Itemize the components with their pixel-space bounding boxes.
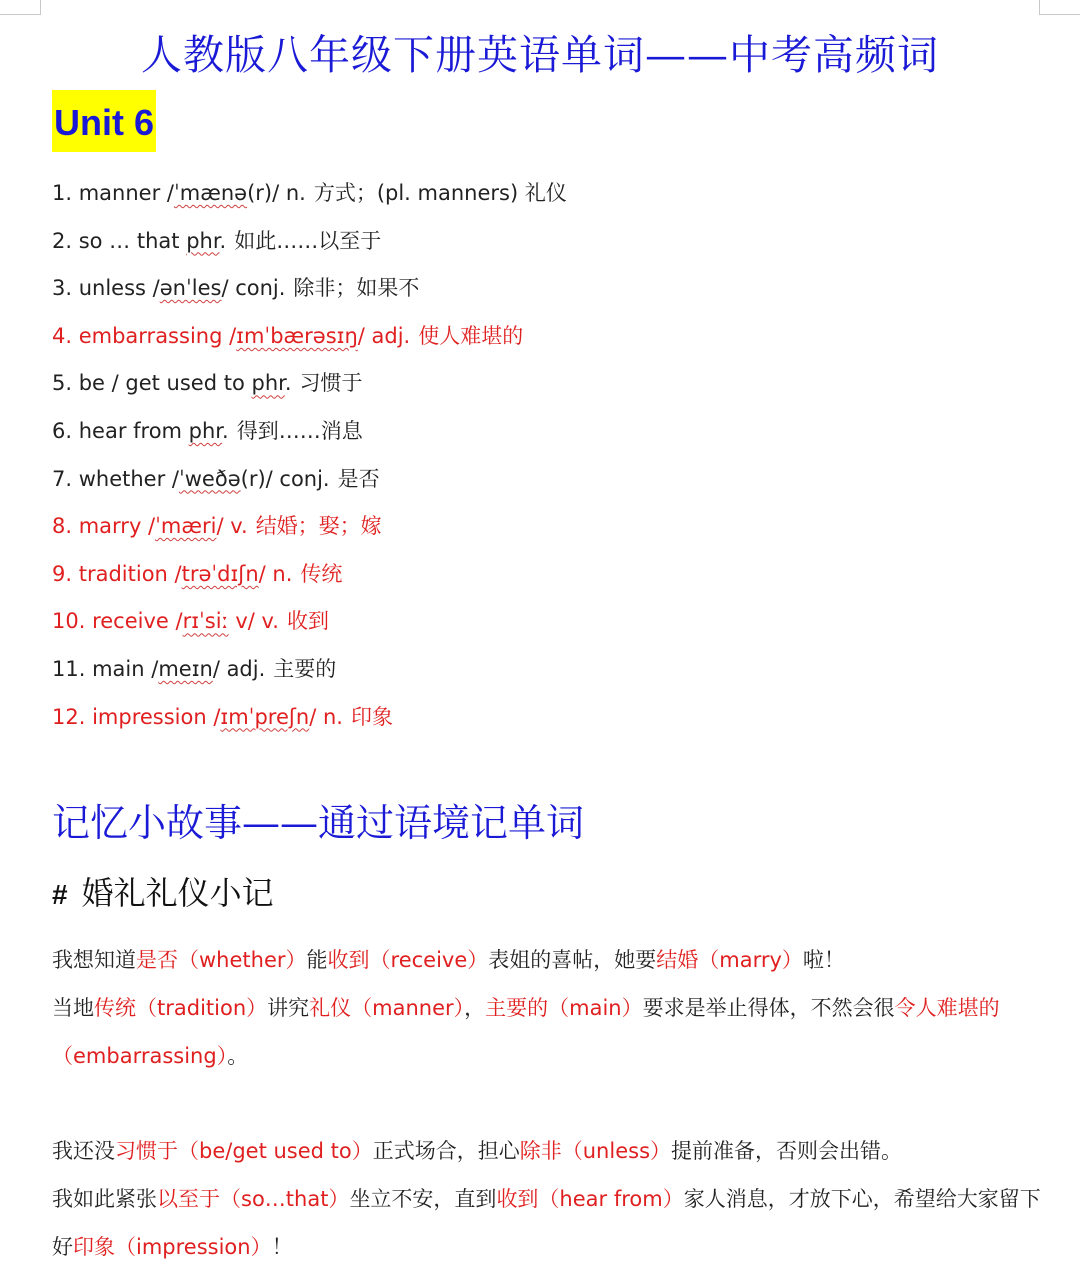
- story-paragraph-1: [52, 936, 1042, 984]
- highlighted-phrase: 令人难堪的（embarrassing）: [52, 996, 1000, 1068]
- highlighted-phrase: 传统（tradition）: [94, 996, 268, 1020]
- vocab-pos: / adj.: [357, 323, 411, 348]
- vocab-meaning: 传统: [300, 561, 343, 586]
- vocab-item: [52, 598, 567, 646]
- vocab-pos: .: [284, 371, 292, 396]
- highlighted-phrase: 收到（hear from）: [496, 1187, 684, 1211]
- story-text: 表姐的喜帖，她要: [488, 948, 657, 972]
- vocab-word: receive /: [92, 609, 183, 634]
- vocab-item: [52, 218, 567, 266]
- vocab-phonetic: phr: [251, 371, 285, 396]
- vocab-number: 5.: [52, 371, 79, 396]
- vocab-meaning: 是否: [337, 466, 380, 491]
- vocab-word: marry /: [78, 514, 156, 539]
- vocab-meaning: 习惯于: [299, 371, 363, 396]
- highlighted-phrase: 结婚（marry）: [656, 948, 803, 972]
- vocab-item: [52, 170, 567, 218]
- vocab-phonetic: rɪˈsiː: [182, 609, 229, 634]
- page-corner-mark-right: [1039, 0, 1080, 15]
- highlighted-phrase: 以至于（so…that）: [157, 1187, 350, 1211]
- vocab-meaning: 主要的: [273, 656, 337, 681]
- section-title: 记忆小故事——通过语境记单词: [52, 801, 585, 845]
- vocab-word: impression /: [92, 704, 221, 729]
- story-text: 啦！: [802, 948, 845, 972]
- vocab-meaning: 收到: [286, 609, 329, 634]
- story-paragraph-4: [52, 1175, 1042, 1271]
- story-text: 提前准备，否则会出错。: [671, 1139, 903, 1163]
- vocab-pos: / n.: [309, 704, 343, 729]
- vocab-meaning: 方式；(pl. manners) 礼仪: [313, 181, 567, 205]
- vocab-pos: (r)/ conj.: [240, 466, 330, 491]
- unit-heading: Unit 6: [52, 90, 156, 152]
- highlighted-phrase: 习惯于（be/get used to）: [115, 1139, 373, 1163]
- vocabulary-list: [52, 170, 567, 741]
- vocab-pos: / adj.: [212, 656, 266, 681]
- vocab-word: be / get used to: [78, 371, 252, 396]
- story-text: 我如此紧张: [52, 1187, 157, 1211]
- vocab-item: [52, 360, 567, 408]
- vocab-item: [52, 456, 567, 504]
- vocab-phonetic: phr: [188, 418, 223, 443]
- vocab-word: whether /: [78, 466, 179, 491]
- vocab-word: embarrassing /: [78, 323, 237, 348]
- story-text: 要求是举止得体，不然会很: [642, 996, 895, 1020]
- highlighted-phrase: 主要的（main）: [485, 996, 643, 1020]
- page-corner-mark-left: [0, 0, 41, 15]
- vocab-phonetic: ənˈles: [159, 276, 222, 301]
- vocab-phonetic: ˈmæri: [155, 514, 217, 539]
- vocab-pos: v/ v.: [228, 609, 279, 634]
- vocab-pos: (r)/ n.: [247, 181, 306, 205]
- vocab-number: 12.: [52, 704, 93, 729]
- story-text: 正式场合，担心: [372, 1139, 520, 1163]
- vocab-item: [52, 408, 567, 456]
- story-text: 。: [227, 1044, 249, 1068]
- vocab-pos: / n.: [258, 561, 293, 586]
- story-text: ！: [271, 1235, 293, 1259]
- highlighted-phrase: 礼仪（manner）: [309, 996, 465, 1020]
- vocab-number: 4.: [52, 323, 79, 348]
- hash-mark: #: [52, 879, 68, 910]
- story-paragraph-3: [52, 1127, 1042, 1175]
- vocab-number: 2.: [52, 228, 79, 253]
- vocab-pos: / v.: [216, 514, 248, 539]
- vocab-number: 10.: [52, 609, 93, 634]
- story-title-text: 婚礼礼仪小记: [81, 874, 274, 912]
- vocab-meaning: 如此……以至于: [234, 228, 382, 253]
- highlighted-phrase: 是否（whether）: [136, 948, 307, 972]
- vocab-phonetic: ˈmænə: [173, 181, 248, 205]
- vocab-phonetic: meɪn: [158, 656, 213, 681]
- vocab-meaning: 印象: [351, 704, 393, 729]
- vocab-meaning: 结婚；娶；嫁: [255, 514, 382, 539]
- vocab-number: 11.: [52, 656, 93, 681]
- vocab-number: 6.: [52, 418, 79, 443]
- vocab-pos: .: [219, 228, 227, 253]
- vocab-pos: .: [222, 418, 229, 443]
- document-title: 人教版八年级下册英语单词——中考高频词: [141, 31, 939, 79]
- story-text: 我还没: [52, 1139, 115, 1163]
- vocab-number: 9.: [52, 561, 79, 586]
- highlighted-phrase: 收到（receive）: [327, 948, 489, 972]
- vocab-phonetic: ɪmˈpreʃn: [220, 704, 310, 729]
- highlighted-phrase: 除非（unless）: [519, 1139, 672, 1163]
- story-paragraph-2: [52, 984, 1042, 1080]
- vocab-phonetic: phr: [186, 228, 220, 253]
- vocab-word: so … that: [78, 228, 187, 253]
- vocab-meaning: 除非；如果不: [293, 276, 420, 301]
- vocab-word: unless /: [78, 276, 160, 301]
- vocab-phonetic: ˈweðə: [178, 466, 241, 491]
- vocab-item: [52, 313, 567, 361]
- vocab-word: hear from: [78, 418, 189, 443]
- story-text: 我想知道: [52, 948, 136, 972]
- vocab-number: 3.: [52, 276, 79, 301]
- vocab-word: main /: [92, 656, 159, 681]
- story-text: 当地: [52, 996, 94, 1020]
- vocab-item: [52, 265, 567, 313]
- story-title: [52, 868, 274, 914]
- vocab-word: manner /: [78, 181, 174, 205]
- vocab-number: 7.: [52, 466, 79, 491]
- vocab-item: [52, 694, 567, 742]
- vocab-phonetic: ɪmˈbærəsɪŋ: [236, 323, 358, 348]
- vocab-pos: / conj.: [221, 276, 286, 301]
- vocab-number: 1.: [52, 181, 79, 205]
- vocab-word: tradition /: [78, 561, 182, 586]
- story-text: 家人消息，才放下心，希望给大家留下好: [52, 1187, 1041, 1259]
- story-text: 能: [306, 948, 328, 972]
- story-text: 坐立不安，直到: [349, 1187, 497, 1211]
- story-text: ，: [464, 996, 486, 1020]
- vocab-number: 8.: [52, 514, 79, 539]
- story-text: 讲究: [267, 996, 310, 1020]
- vocab-item: [52, 551, 567, 599]
- vocab-item: [52, 646, 567, 694]
- vocab-item: [52, 503, 567, 551]
- vocab-meaning: 使人难堪的: [418, 323, 524, 348]
- vocab-meaning: 得到……消息: [236, 418, 363, 443]
- highlighted-phrase: 印象（impression）: [73, 1235, 272, 1259]
- vocab-phonetic: trəˈdɪʃn: [181, 561, 259, 586]
